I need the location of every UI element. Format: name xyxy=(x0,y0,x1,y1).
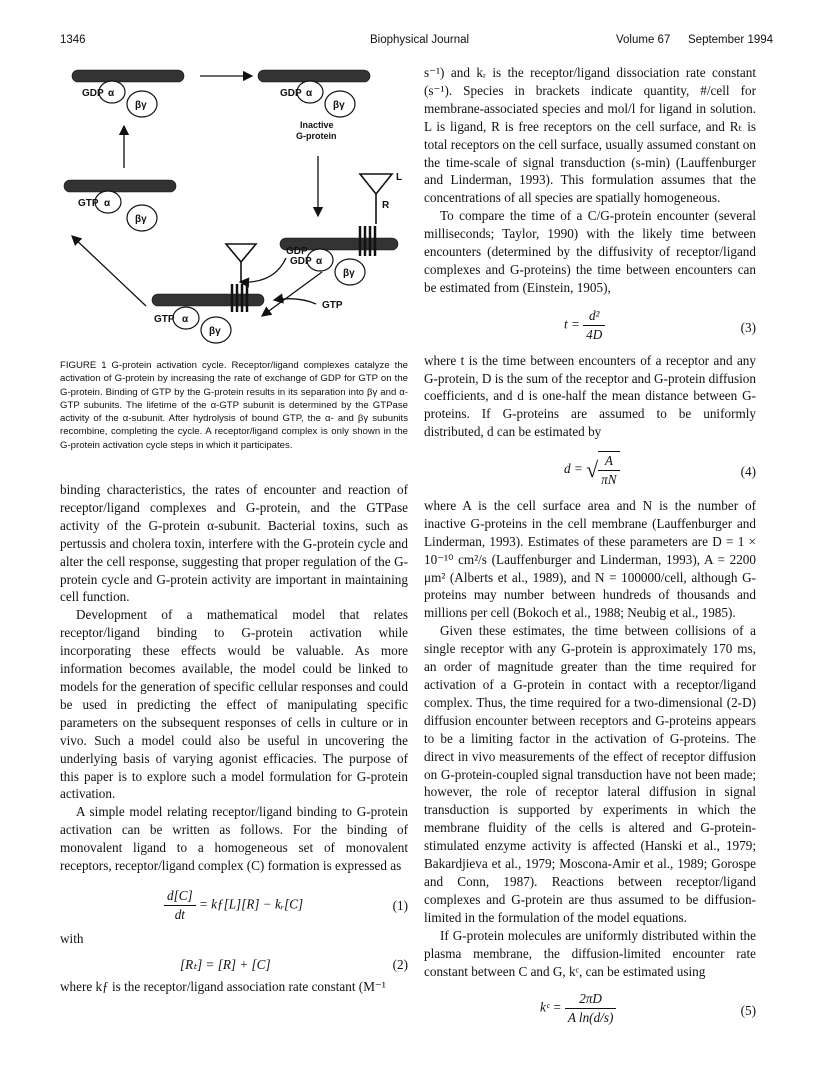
receptor-label: R xyxy=(382,200,390,211)
eq5-lhs: kᶜ = xyxy=(540,999,562,1015)
paragraph: Development of a mathematical model that relates receptor/ligand binding to G-protein activation while incorporating these effects would be valuable. As more information becomes available, the model could be linked to models for the generation of specific cellular responses and could be used in predicting the effect of manipulating specific parameters on the subsequent responses of cells in culture or in vivo. Such a model could also be useful in uncovering the underlying basis of varying agonist efficacies. The purpose of this paper is to explore such a model formulation for G-protein activation. xyxy=(60,607,408,802)
paragraph: where t is the time between encounters of a receptor and any G-protein, D is the sum of the receptor and G-protein diffusion coefficients, and d is one-half the mean distance between G-proteins. If G-proteins are assumed to be uniformly distributed, d can be estimated by xyxy=(424,352,756,440)
right-column xyxy=(424,64,756,1027)
eq5-denominator: A ln(d/s) xyxy=(567,1010,614,1026)
ligand-label: L xyxy=(396,172,403,183)
eq4-numerator: A xyxy=(598,452,619,471)
paragraph: binding characteristics, the rates of encounter and reaction of receptor/ligand complexes and G-protein, and the GTPase activity of the G-protein α-subunit. Bacterial toxins, such as pertussis and cholera toxin, interfere with the G-protein cycle and alter the cell response, suggesting that proper regulation of the G-protein cycle and G-protein activity are important in maintaining cell function. xyxy=(60,482,408,605)
paragraph: where kƒ is the receptor/ligand association rate constant (M⁻¹ xyxy=(60,978,386,994)
paragraph: s⁻¹) and kᵣ is the receptor/ligand dissociation rate constant (s⁻¹). Species in brackets indicate quantity, #/cell for membrane-associated species and mol/l for ligand in solution. L is ligand, R is free receptors on the cell surface, and Rₜ is total receptors on the cell surface, usually assumed constant on the time-scale of signal transduction (s-min) (Lauffenburger and Linderman, 1993). This formulation assumes that the concentrations of all species are spatially homogeneous. xyxy=(424,65,756,206)
eq4-lhs: d = xyxy=(564,461,583,477)
gtp-incoming-label: GTP xyxy=(322,300,343,311)
left-column xyxy=(60,481,408,995)
eq3-lhs: t = xyxy=(564,316,580,332)
issue-date: September 1994 xyxy=(688,34,774,46)
eq5-number: (5) xyxy=(740,1003,756,1019)
journal-title: Biophysical Journal xyxy=(370,34,470,46)
eq1-number: (1) xyxy=(392,897,408,913)
beta-gamma-label: βγ xyxy=(209,326,221,337)
equation-3 xyxy=(564,307,756,344)
eq4-number: (4) xyxy=(740,464,756,480)
beta-gamma-label: βγ xyxy=(135,214,147,225)
gdp-label-top-right: GDP xyxy=(280,88,302,99)
eq1-numerator: d[C] xyxy=(164,887,196,906)
gdp-released-label: GDP xyxy=(286,246,308,257)
equation-2 xyxy=(180,956,408,974)
membrane-top-right xyxy=(258,70,370,82)
eq1-rhs: = kƒ[L][R] − kᵣ[C] xyxy=(198,896,304,912)
eq2-text: [Rₜ] = [R] + [C] xyxy=(180,956,271,972)
ligand-right xyxy=(360,174,392,194)
membrane-top-left xyxy=(72,70,184,82)
inactive-label: Inactive xyxy=(300,120,334,130)
gtp-label-bottom: GTP xyxy=(154,314,175,325)
eq1-denominator: dt xyxy=(174,906,185,922)
equation-1 xyxy=(164,887,408,924)
inactive-label: G-protein xyxy=(296,131,337,141)
ligand-bottom xyxy=(226,244,256,262)
equation-5 xyxy=(540,990,756,1027)
alpha-label: α xyxy=(108,88,115,99)
alpha-label: α xyxy=(306,88,313,99)
paragraph: To compare the time of a C/G-protein encounter (several milliseconds; Taylor, 1990) with the likely time between encounters (determined by the diffusivity of receptor/ligand complexes and G-proteins) the time between encounters can be estimated from (Einstein, 1905), xyxy=(424,208,756,295)
eq3-numerator: d² xyxy=(583,307,605,326)
membrane-mid-left xyxy=(64,180,176,192)
gtp-label-mid-left: GTP xyxy=(78,198,99,209)
gdp-label-top-left: GDP xyxy=(82,88,104,99)
paragraph: A simple model relating receptor/ligand binding to G-protein activation can be written as follows. For the binding of monovalent ligand to a homogeneous set of monovalent receptors, receptor/ligand complex (C) formation is expressed as xyxy=(60,804,408,874)
with-text: with xyxy=(60,930,84,946)
beta-gamma-label: βγ xyxy=(135,100,147,111)
beta-gamma-label: βγ xyxy=(333,100,345,111)
eq3-number: (3) xyxy=(740,319,756,335)
volume: Volume 67 xyxy=(616,34,671,46)
eq4-denominator: πN xyxy=(601,472,617,488)
eq5-numerator: 2πD xyxy=(565,990,617,1009)
paragraph: If G-protein molecules are uniformly distributed within the plasma membrane, the diffusion-limited encounter rate constant between C and G, kᶜ, can be estimated using xyxy=(424,927,756,979)
gdp-label-mid-right: GDP xyxy=(290,256,312,267)
paragraph: Given these estimates, the time between collisions of a single receptor with any G-protein is approximately 170 ms, an order of magnitude greater than the time required for activation of a G-protein in contact with a receptor/ligand complex. Thus, the time required for a two-dimensional (2-D) diffusion encounter between receptors and G-proteins appears to be a limiting factor in the activation of G-proteins. The direct in vivo measurements of the effect of receptor diffusion on G-protein-coupled signal transduction have not been made; however, the role of receptor lateral diffusion in signal transduction is supported by experiments in which the membrane fluidity of the cells is altered and G-protein-stimulated enzyme activity is affected (Hanski et al., 1979; Bakardjieva et al., 1979; Moscona-Amir et al., 1989; Gorospe and Conn, 1987). Reactions between receptor/ligand complexes and G-protein are thus assumed to be diffusion-limited in the formulation of the model equations. xyxy=(424,623,756,925)
eq3-denominator: 4D xyxy=(586,326,603,342)
paragraph: where A is the cell surface area and N is the number of inactive G-proteins in the cell membrane (Lauffenburger and Linderman, 1993). Estimates of these parameters are D = 1 × 10⁻¹⁰ cm²/s (Lauffenburger and Linderman, 1993), A = 2200 μm² (Alberts et al., 1989), and N = 100000/cell, although G-proteins may number between hundreds of thousands and millions per cell (Bokoch et al., 1988; Neubig et al., 1985). xyxy=(424,497,756,621)
alpha-label: α xyxy=(316,256,323,267)
page-number: 1346 xyxy=(60,34,86,46)
sqrt-sign: √ xyxy=(586,457,599,483)
alpha-label: α xyxy=(182,314,189,325)
alpha-label: α xyxy=(104,198,111,209)
equation-4 xyxy=(564,451,756,489)
g-protein-cycle-diagram xyxy=(60,56,408,348)
beta-gamma-label: βγ xyxy=(343,268,355,279)
figure-caption: FIGURE 1 G-protein activation cycle. Receptor/ligand complexes catalyze the activation of G-protein by increasing the rate of exchange of GDP for GTP on the G-protein. Binding of GTP by the G-protein results in its separation into βγ and α-GTP subunits. The lifetime of the α-GTP subunit is determined by the GTPase activity of the α-subunit. After hydrolysis of bound GTP, the α- and βγ subunits recombine, completing the cycle. A receptor/ligand complex is only shown in the G-protein activation cycle steps in which it participates. xyxy=(60,360,408,451)
eq2-number: (2) xyxy=(392,956,408,972)
